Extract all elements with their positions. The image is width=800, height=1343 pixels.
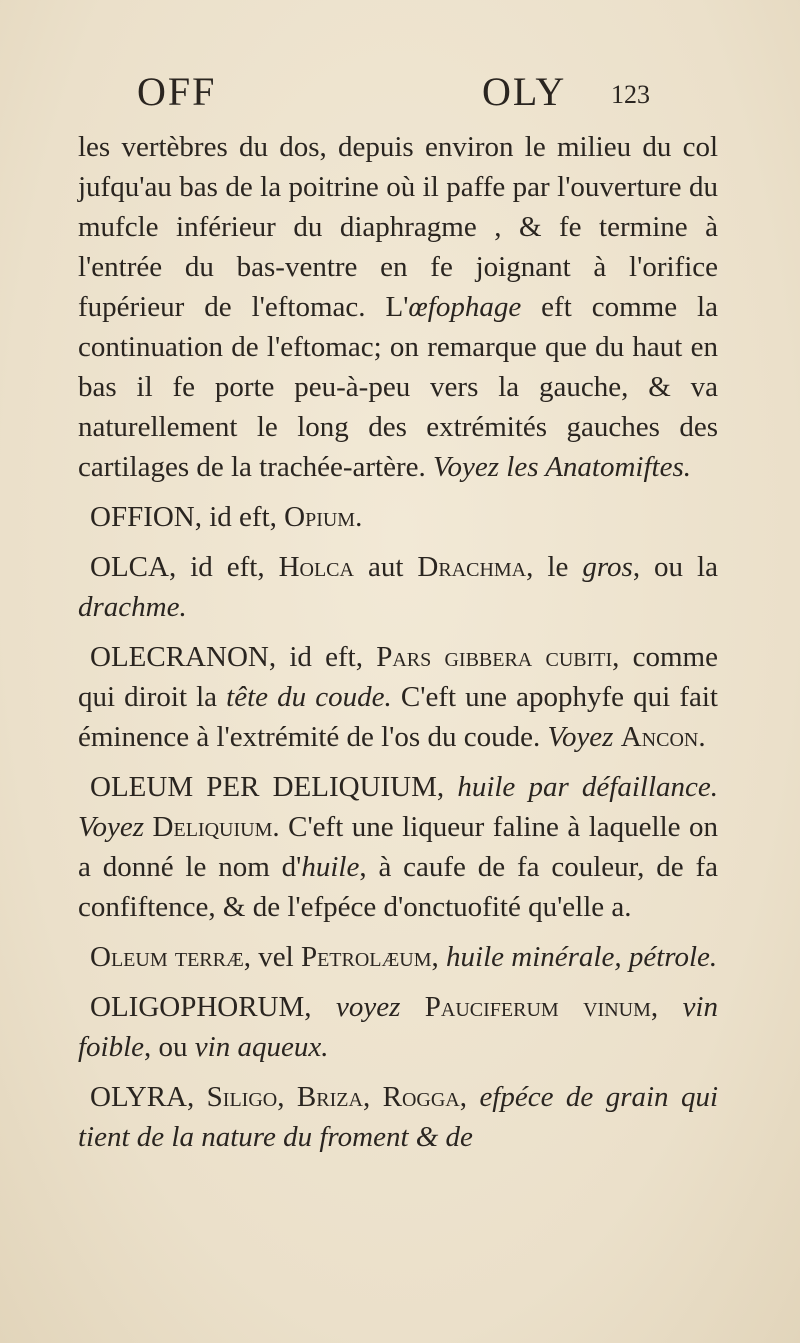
small-caps-text: Holca (278, 551, 354, 583)
italic-text: Voyez (547, 721, 614, 753)
text-run: C'eft une liqueur faline à laquelle on a donné le nom d' (78, 811, 719, 883)
text-run: , le (526, 551, 583, 583)
italic-text: efpéce de grain qui tient de la nature du froment & de (78, 1081, 719, 1153)
text-run: , comme qui diroit la (78, 641, 718, 713)
italic-text: Voyez les Anatomiftes. (433, 451, 692, 483)
italic-text: drachme. (78, 591, 187, 623)
small-caps-text: Pars gibbera cubiti (376, 641, 613, 673)
italic-text: huile minérale, pétrole. (446, 941, 718, 973)
body-text (78, 127, 718, 1157)
dictionary-entry (78, 547, 718, 627)
italic-text: vin foible (78, 991, 718, 1063)
italic-text: tête du coude. (226, 681, 392, 713)
small-caps-text: Opium. (284, 501, 363, 533)
text-run: aut (353, 551, 418, 583)
text-run: OFFION, id eft, (90, 501, 285, 533)
text-run: , à caufe de fa couleur, de fa confiftence, & de l'efpéce d'onctuofité qu'elle a. (78, 851, 718, 923)
dictionary-entry (78, 767, 718, 927)
italic-text: vin aqueux. (194, 1031, 329, 1063)
text-run: , (431, 941, 447, 973)
text-run: , ou (144, 1031, 195, 1063)
text-run: , (277, 1081, 297, 1113)
text-run: C'eft une apophyfe qui fait éminence à l'extrémité de l'os du coude. (78, 681, 718, 753)
text-run: , vel (243, 941, 301, 973)
dictionary-entry (78, 987, 718, 1067)
dictionary-entry (78, 937, 718, 977)
small-caps-text: Briza (296, 1081, 363, 1113)
dictionary-entry (78, 637, 718, 757)
italic-text: œfophage (408, 291, 522, 323)
text-run: OLCA, id eft, (90, 551, 279, 583)
page-number: 123 (611, 80, 650, 109)
small-caps-text: Pauciferum vinum (424, 991, 651, 1023)
text-run (613, 721, 620, 753)
dictionary-entry (78, 1077, 718, 1157)
italic-text: huile par défaillance. Voyez (78, 771, 718, 843)
text-run: OLEUM PER DELIQUIUM, (90, 771, 458, 803)
small-caps-text: Oleum terræ (90, 941, 244, 973)
text-run: , (362, 1081, 383, 1113)
small-caps-text: Drachma (417, 551, 527, 583)
text-run (144, 811, 153, 843)
text-run: , (650, 991, 683, 1023)
dictionary-entry (78, 497, 718, 537)
small-caps-text: Deliquium. (152, 811, 280, 843)
text-run: OLIGOPHORUM, (90, 991, 336, 1023)
italic-text: huile (301, 851, 360, 883)
header-right-word: OLY (482, 69, 567, 114)
text-run: les vertèbres du dos, depuis environ le milieu du col jufqu'au bas de la poitrine où il paffe par l'ouverture du mufcle inférieur du diaphragme , & fe termine à l'entrée du bas-ventre en fe joignant à l'orifice fupérieur de l'eftomac. L' (78, 131, 718, 323)
text-run: OLYRA, (90, 1081, 207, 1113)
text-run: , (459, 1081, 480, 1113)
small-caps-text: Petrolæum (300, 941, 432, 973)
small-caps-text: Siligo (206, 1081, 278, 1113)
text-run: , ou la (632, 551, 718, 583)
small-caps-text: Ancon. (620, 721, 706, 753)
text-run: OLECRANON, id eft, (90, 641, 377, 673)
text-run (400, 991, 424, 1023)
italic-text: voyez (335, 991, 401, 1023)
running-header (137, 68, 650, 124)
small-caps-text: Rogga (382, 1081, 460, 1113)
italic-text: gros (582, 551, 633, 583)
text-run: eft comme la continuation de l'eftomac; on remarque que du haut en bas il fe porte peu-à-peu vers la gauche, & va naturellement le long des extrémités gauches des cartilages de la trachée-artère. (78, 291, 718, 483)
continued-paragraph (78, 127, 718, 487)
header-left-word: OFF (137, 69, 217, 114)
